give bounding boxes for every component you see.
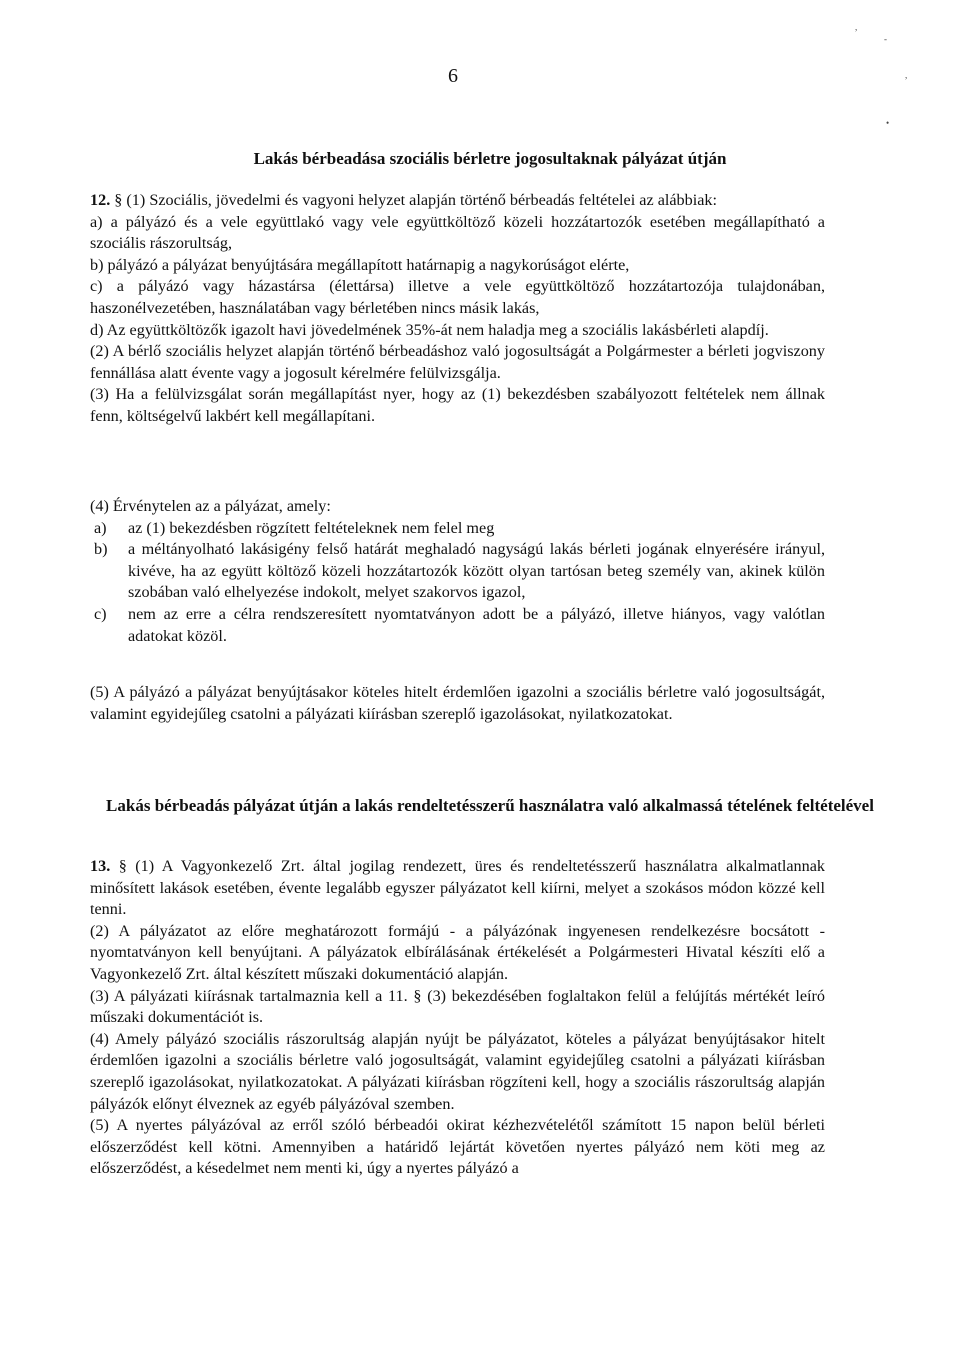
section-13-body (90, 856, 825, 1180)
section-number: 12. (90, 191, 111, 209)
paragraph-12-5: (5) A pályázó a pályázat benyújtásakor köteles hitelt érdemlően igazolni a szociális bérletre való jogosultságát, valamint egyidejűleg csatolni a pályázati kiírásban szereplő igazolásokat, nyilatkozatokat. (90, 683, 825, 723)
paragraph-12-4: (4) Érvénytelen az a pályázat, amely: (90, 497, 331, 515)
scan-speck: - (884, 34, 887, 44)
paragraph-13-1: 13. § (1) A Vagyonkezelő Zrt. által jogilag rendezett, üres és rendeltetésszerű használatra alkalmatlannak minősített lakások esetében, évente legalább egyszer pályázatot kell kiírni, melyet a szokásos módon közzé kell tenni. (90, 857, 825, 919)
page-number: 6 (448, 65, 458, 87)
scan-speck: , (905, 70, 908, 80)
scan-speck: , (855, 22, 858, 32)
paragraph-12-1: 12. § (1) Szociális, jövedelmi és vagyoni helyzet alapján történő bérbeadás feltételei az alábbiak: (90, 191, 718, 209)
list-item: a) az (1) bekezdésben rögzített feltételeknek nem felel meg (94, 518, 495, 537)
condition-d: d) Az együttköltözők igazolt havi jövedelmének 35%-át nem haladja meg a szociális lakásbérleti alapdíj. (90, 320, 769, 339)
paragraph-13-2: (2) A pályázatot az előre meghatározott formájú - a pályázónak ingyenesen rendelkezésre bocsátott - nyomtatványon kell benyújtani. A pályázatok elbírálásának értékelését a Polgármesteri Hivatal készíti elő a Vagyonkezelő Zrt. által készített műszaki dokumentáció alapján. (90, 921, 825, 983)
scan-speck: • (886, 118, 890, 128)
list-item: b) a méltányolható lakásigény felső határát meghaladó nagyságú lakás bérleti jogának elnyerésére irányul, kivéve, ha az együtt költöző közeli hozzátartozók között olyan tartósan beteg személy van, akinek külön szobában való elhelyezése indokolt, melyet szakorvos igazol, (94, 540, 825, 602)
condition-a: a) a pályázó és a vele együttlakó vagy vele együttköltöző közeli hozzátartozók esetében megállapítható a szociális rászorultság, (90, 212, 825, 253)
paragraph-13-5: (5) A nyertes pályázóval az erről szóló bérbeadói okirat kézhezvételétől számított 15 napon belül bérleti előszerződést kell kötni. Amennyiben a határidő lejártát követően nyertes pályázó nem köti meg az előszerződést, a késedelmet nem menti ki, úgy a nyertes pályázó a (90, 1116, 825, 1178)
paragraph-13-3: (3) A pályázati kiírásnak tartalmaznia kell a 11. § (3) bekezdésében foglaltakon felül a felújítás mértékét leíró műszaki dokumentációt is. (90, 986, 825, 1027)
section-heading: Lakás bérbeadása szociális bérletre jogosultaknak pályázat útján (253, 149, 727, 168)
list-item: c) nem az erre a célra rendszeresített nyomtatványon adott be a pályázó, illetve hiányos, vagy valótlan adatokat közöl. (94, 604, 825, 645)
section-number: 13. (90, 857, 111, 875)
condition-c: c) a pályázó vagy házastársa (élettársa) illetve a vele együttköltöző hozzátartozója tulajdonában, haszonélvezetében, használatában vagy bérletében nincs másik lakás, (90, 277, 825, 317)
section-heading: Lakás bérbeadás pályázat útján a lakás rendeltetésszerű használatra való alkalmassá tételének feltételével (106, 796, 874, 815)
paragraph-12-2: (2) A bérlő szociális helyzet alapján történő bérbeadáshoz való jogosultságát a Polgármester a bérleti jogviszony fennállása alatt évente vagy a jogosult kérelmére felülvizsgálja. (90, 342, 825, 382)
paragraph-13-4: (4) Amely pályázó szociális rászorultság alapján nyújt be pályázatot, köteles a pályázat benyújtásakor hitelt érdemlően igazolni a szociális bérletre való jogosultságát, valamint egyidejűleg csatolni a pályázati kiírásban szereplő igazolásokat, nyilatkozatokat. A pályázati kiírásban rögzíteni kell, hogy a szociális rászorultság alapján pályázók előnyt élveznek az egyéb pályázóval szemben. (90, 1029, 825, 1113)
condition-b: b) pályázó a pályázat benyújtására megállapított határnapig a nagykorúságot elérte, (90, 255, 630, 274)
section-12-invalidity (90, 496, 825, 647)
section-12-para5 (90, 682, 825, 725)
section-12-body (90, 190, 825, 428)
paragraph-12-3: (3) Ha a felülvizsgálat során megállapítást nyer, hogy az (1) bekezdésben szabályozott feltételek nem állnak fenn, költségelvű lakbért kell megállapítani. (90, 385, 825, 425)
invalidity-list (90, 518, 825, 648)
